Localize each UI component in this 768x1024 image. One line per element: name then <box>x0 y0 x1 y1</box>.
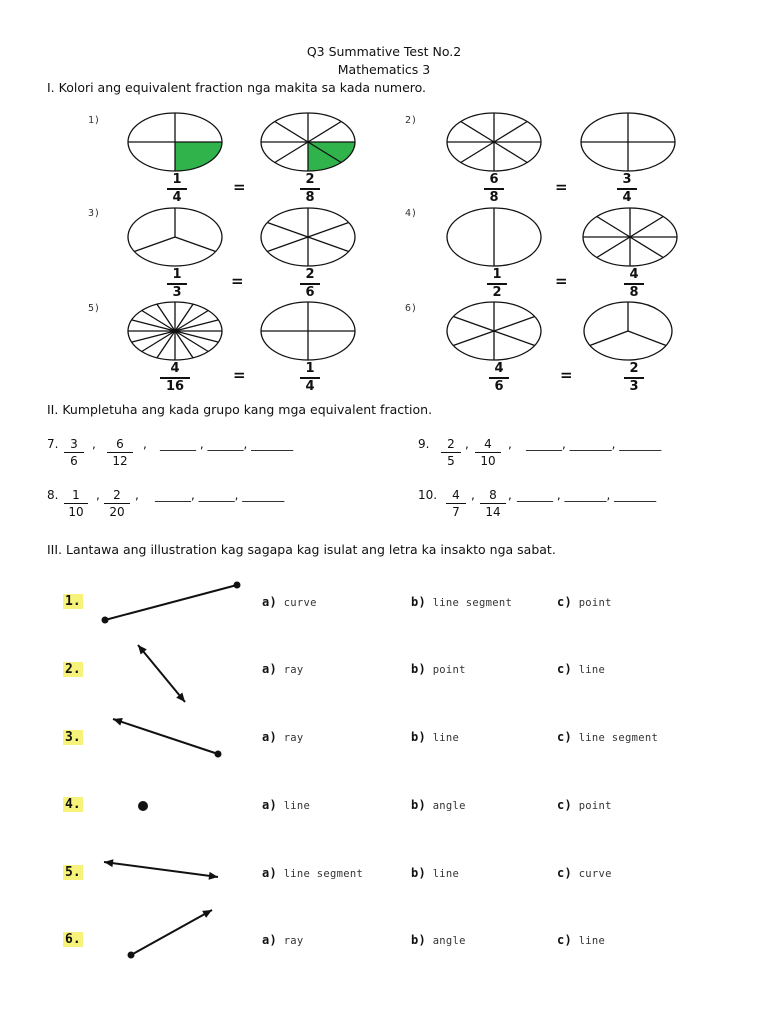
arrowhead <box>113 718 123 726</box>
option-a[interactable]: a) ray <box>262 730 304 744</box>
figure-line <box>138 645 185 702</box>
comma: , <box>465 437 469 451</box>
option-c[interactable]: c) curve <box>557 866 612 880</box>
fraction-right: 2 8 <box>300 173 320 205</box>
point-dot <box>215 751 222 758</box>
comma: , <box>508 488 512 502</box>
fraction-circle[interactable] <box>261 302 355 360</box>
fraction-circle[interactable] <box>583 208 677 266</box>
equivalent-fraction: 4 10 <box>475 437 501 470</box>
question-number: 2. <box>65 662 81 677</box>
problem-label-1: 1) <box>88 115 101 126</box>
answer-blanks[interactable]: ______ , ______, _______ <box>160 437 294 451</box>
comma: , <box>96 488 100 502</box>
option-b[interactable]: b) angle <box>411 798 466 812</box>
subject-title: Mathematics 3 <box>337 62 431 77</box>
fraction-right: 1 4 <box>300 362 320 394</box>
option-c[interactable]: c) point <box>557 595 612 609</box>
fraction-left: 1 4 <box>167 173 187 205</box>
question-number: 6. <box>65 932 81 947</box>
equals-sign: = <box>560 366 573 384</box>
option-c[interactable]: c) point <box>557 798 612 812</box>
item-number: 9. <box>418 437 430 451</box>
answer-blanks[interactable]: ______, ______, _______ <box>155 488 285 502</box>
fraction-circle[interactable] <box>447 208 541 266</box>
point-dot <box>128 952 135 959</box>
comma: , <box>135 488 139 502</box>
equals-sign: = <box>233 178 246 196</box>
answer-blanks[interactable]: ______, _______, _______ <box>526 437 662 451</box>
fraction-circle[interactable] <box>128 113 222 171</box>
comma: , <box>143 437 147 451</box>
fraction-circle[interactable] <box>584 302 672 360</box>
equivalent-fraction: 4 7 <box>446 488 466 521</box>
figure-ray <box>113 719 218 754</box>
equals-sign: = <box>233 366 246 384</box>
answer-blanks[interactable]: ______ , _______, _______ <box>517 488 657 502</box>
option-b[interactable]: b) point <box>411 662 466 676</box>
fraction-left: 1 2 <box>487 268 507 300</box>
comma: , <box>92 437 96 451</box>
equivalent-fraction: 8 14 <box>480 488 506 521</box>
equals-sign: = <box>555 178 568 196</box>
fraction-circle[interactable] <box>447 302 541 360</box>
fraction-right: 2 3 <box>624 362 644 394</box>
equals-sign: = <box>231 272 244 290</box>
option-c[interactable]: c) line <box>557 933 606 947</box>
question-number: 1. <box>65 594 81 609</box>
item-number: 10. <box>418 488 438 502</box>
fraction-circle[interactable] <box>581 113 675 171</box>
fraction-circle[interactable] <box>128 302 222 360</box>
fraction-right: 3 4 <box>617 173 637 205</box>
option-b[interactable]: b) line <box>411 866 460 880</box>
question-number: 3. <box>65 730 81 745</box>
question-number: 4. <box>65 797 81 812</box>
figure-line <box>104 862 218 877</box>
fraction-right: 4 8 <box>624 268 644 300</box>
fraction-left: 4 16 <box>160 362 190 394</box>
fraction-circle[interactable] <box>128 208 222 266</box>
option-a[interactable]: a) ray <box>262 662 304 676</box>
problem-label-2: 2) <box>405 115 418 126</box>
comma: , <box>508 437 512 451</box>
option-a[interactable]: a) line segment <box>262 866 364 880</box>
point-dot <box>102 617 109 624</box>
option-b[interactable]: b) line segment <box>411 595 513 609</box>
part2-instruction: II. Kumpletuha ang kada grupo kang mga equivalent fraction. <box>47 402 433 417</box>
equals-sign: = <box>555 272 568 290</box>
fraction-circle[interactable] <box>447 113 541 171</box>
option-b[interactable]: b) line <box>411 730 460 744</box>
fraction-left: 4 6 <box>489 362 509 394</box>
option-c[interactable]: c) line segment <box>557 730 659 744</box>
point-dot <box>234 582 241 589</box>
item-number: 8. <box>47 488 59 502</box>
figure-ray <box>131 910 212 955</box>
fraction-left: 6 8 <box>484 173 504 205</box>
fraction-left: 1 3 <box>167 268 187 300</box>
equivalent-fraction: 2 5 <box>441 437 461 470</box>
option-b[interactable]: b) angle <box>411 933 466 947</box>
problem-label-5: 5) <box>88 303 101 314</box>
problem-label-4: 4) <box>405 208 418 219</box>
fraction-circle[interactable] <box>261 113 355 171</box>
fraction-right: 2 6 <box>300 268 320 300</box>
test-title: Q3 Summative Test No.2 <box>306 44 462 59</box>
part1-instruction: I. Kolori ang equivalent fraction nga makita sa kada numero. <box>47 80 427 95</box>
comma: , <box>471 488 475 502</box>
option-a[interactable]: a) ray <box>262 933 304 947</box>
figure-line-segment <box>105 585 237 620</box>
option-a[interactable]: a) line <box>262 798 311 812</box>
problem-label-6: 6) <box>405 303 418 314</box>
equivalent-fraction: 1 10 <box>64 488 88 521</box>
problem-label-3: 3) <box>88 208 101 219</box>
equivalent-fraction: 2 20 <box>104 488 130 521</box>
point-dot <box>138 801 148 811</box>
equivalent-fraction: 3 6 <box>64 437 84 470</box>
option-c[interactable]: c) line <box>557 662 606 676</box>
item-number: 7. <box>47 437 59 451</box>
option-a[interactable]: a) curve <box>262 595 317 609</box>
question-number: 5. <box>65 865 81 880</box>
fraction-circle[interactable] <box>261 208 355 266</box>
equivalent-fraction: 6 12 <box>107 437 133 470</box>
part3-instruction: III. Lantawa ang illustration kag sagapa kag isulat ang letra ka insakto nga sabat. <box>47 542 556 557</box>
